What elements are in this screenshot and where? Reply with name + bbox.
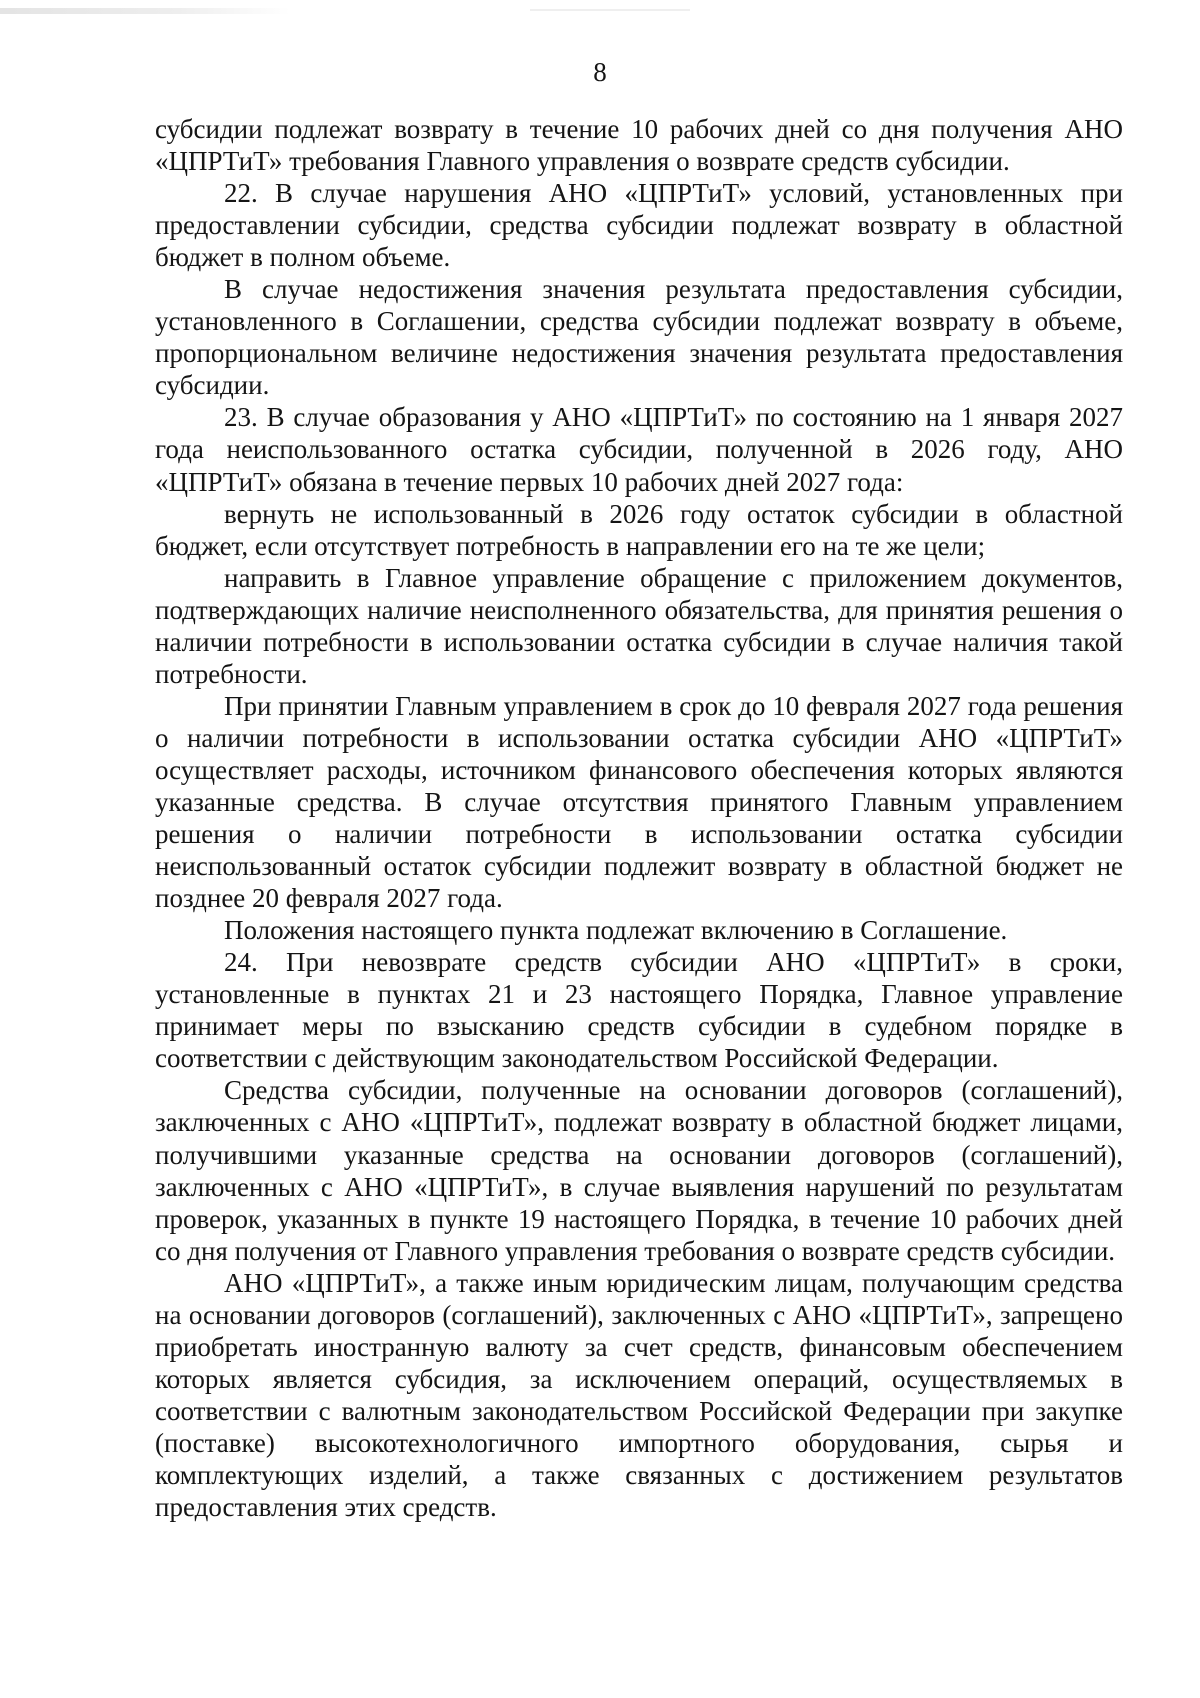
paragraph-22: 22. В случае нарушения АНО «ЦПРТиТ» условий, установленных при предоставлении субсидии, средства субсидии подлежат возврату в областной бюджет в полном объеме. [155, 178, 1123, 273]
paragraph: вернуть не использованный в 2026 году остаток субсидии в областной бюджет, если отсутствует потребность в направлении его на те же цели; [155, 498, 1123, 561]
scan-edge-artifact [530, 9, 690, 11]
paragraph: В случае недостижения значения результата предоставления субсидии, установленного в Соглашении, средства субсидии подлежат возврату в объеме, пропорциональном величине недостижения значения результата предоставления субсидии. [155, 274, 1123, 401]
paragraph: При принятии Главным управлением в срок до 10 февраля 2027 года решения о наличии потребности в использовании остатка субсидии АНО «ЦПРТиТ» осуществляет расходы, источником финансового обеспечения которых являются указанные средства. В случае отсутствия принятого Главным управлением решения о наличии потребности в использовании остатка субсидии неиспользованный остаток субсидии подлежит возврату в областной бюджет не позднее 20 февраля 2027 года. [155, 690, 1123, 914]
paragraph: Средства субсидии, полученные на основании договоров (соглашений), заключенных с АНО «ЦПРТиТ», подлежат возврату в областной бюджет лицами, получившими указанные средства на основании договоров (соглашений), заключенных с АНО «ЦПРТиТ», в случае выявления нарушений по результатам проверок, указанных в пункте 19 настоящего Порядка, в течение 10 рабочих дней со дня получения от Главного управления требования о возврате средств субсидии. [155, 1075, 1123, 1266]
paragraph-24: 24. При невозврате средств субсидии АНО «ЦПРТиТ» в сроки, установленные в пунктах 21 и 23 настоящего Порядка, Главное управление принимает меры по взысканию средств субсидии в судебном порядке в соответствии с действующим законодательством Российской Федерации. [155, 947, 1123, 1074]
paragraph: направить в Главное управление обращение с приложением документов, подтверждающих наличие неисполненного обязательства, для принятия решения о наличии потребности в использовании остатка субсидии в случае наличия такой потребности. [155, 562, 1123, 689]
paragraph: Положения настоящего пункта подлежат включению в Соглашение. [224, 915, 1008, 946]
document-body [155, 113, 1123, 1523]
paragraph-continuation: субсидии подлежат возврату в течение 10 рабочих дней со дня получения АНО «ЦПРТиТ» требования Главного управления о возврате средств субсидии. [155, 114, 1123, 177]
scan-edge-artifact [0, 8, 290, 14]
paragraph: АНО «ЦПРТиТ», а также иным юридическим лицам, получающим средства на основании договоров (соглашений), заключенных с АНО «ЦПРТиТ», запрещено приобретать иностранную валюту за счет средств, финансовым обеспечением которых является субсидия, за исключением операций, осуществляемых в соответствии с валютным законодательством Российской Федерации при закупке (поставке) высокотехнологичного импортного оборудования, сырья и комплектующих изделий, а также связанных с достижением результатов предоставления этих средств. [155, 1267, 1123, 1523]
paragraph-23: 23. В случае образования у АНО «ЦПРТиТ» по состоянию на 1 января 2027 года неиспользованного остатка субсидии, полученной в 2026 году, АНО «ЦПРТиТ» обязана в течение первых 10 рабочих дней 2027 года: [155, 402, 1123, 497]
page-number: 8 [593, 57, 607, 87]
